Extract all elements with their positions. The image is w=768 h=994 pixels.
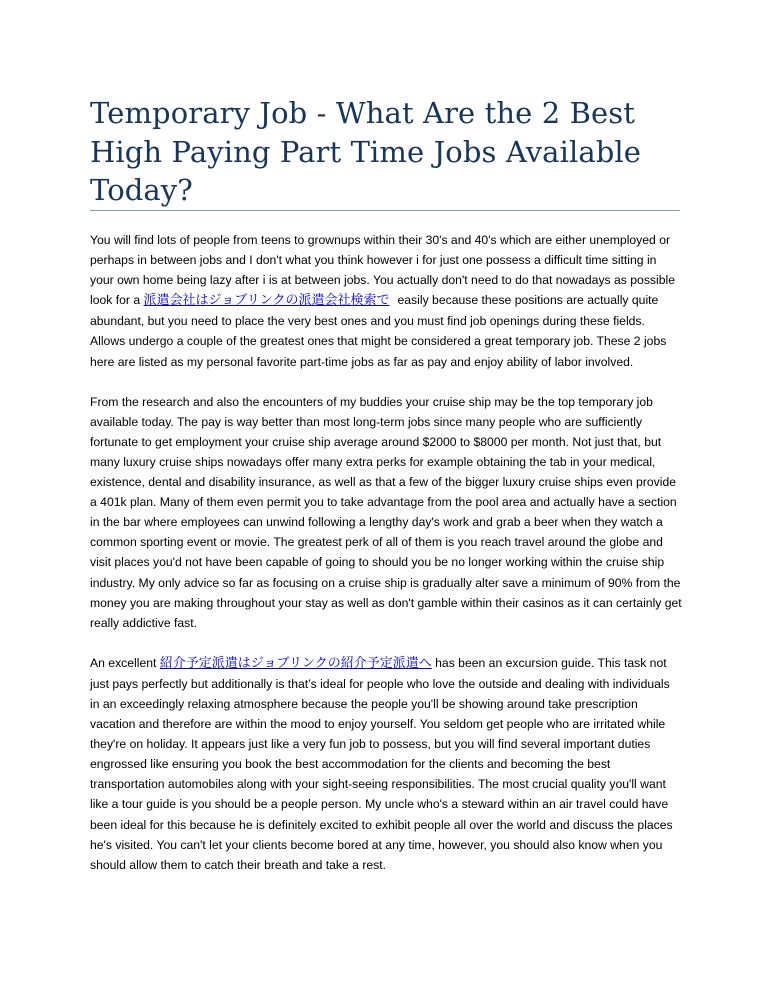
paragraph-2: From the research and also the encounters of my buddies your cruise ship may be the top temporary job available today. The pay is way better than most long-term jobs since many people who are sufficiently fortunate to get employment your cruise ship average around $2000 to $8000 per month. Not just that, but many luxury cruise ships nowadays offer many extra perks for example obtaining the tab in your medical, existence, dental and disability insurance, as well as that a few of the bigger luxury cruise ships even provide a 401k plan. Many of them even permit you to take advantage from the pool area and actually have a section in the bar where employees can unwind following a lengthy day's work and grab a beer when they watch a common sporting event or movie. The greatest perk of all of them is you reach travel around the globe and visit places you'd not have been capable of going to should you be no longer working within the cruise ship industry. My only advice so far as focusing on a cruise ship is gradually alter save a minimum of 90% from the money you are making throughout your stay as well as don't gamble within their casinos as it can certainly get really addictive fast. <box>90 394 682 630</box>
paragraph-1 <box>90 230 682 372</box>
paragraph-3 <box>90 653 682 875</box>
title-divider <box>90 210 680 211</box>
document-title: Temporary Job - What Are the 2 Best High Paying Part Time Jobs Available Today? <box>90 96 642 207</box>
paragraph-3-text-after: has been an excursion guide. This task not just pays perfectly but additionally is that’s ideal for people who love the outside and dealing with individuals in an exceedingly relaxing atmosphere because the people you'll be showing around take prescription vacation and therefore are within the mood to enjoy yourself. You seldom get people who are irritated while they're on holiday. It appears just like a very fun job to possess, but you will find several important duties engrossed like ensuring you book the best accommodation for the clients and becoming the best transportation automobiles along with your sight-seeing responsibilities. The most crucial quality you'll want like a tour guide is you should be a people person. My uncle who's a steward within an air travel could have been ideal for this because he is definitely excited to exhibit people all over the world and discuss the places he's visited. You can't let your clients become bored at any time, however, you should also know when you should allow them to catch their breath and take a rest. <box>90 655 673 872</box>
document-body <box>90 230 682 895</box>
link-haken-gaisha[interactable]: 派遣会社はジョブリンクの派遣会社検索で <box>143 293 390 309</box>
paragraph-3-text-before: An excellent <box>90 655 160 670</box>
paragraph-1-text-before: You will find lots of people from teens to grownups within their 30's and 40's which are either unemployed or perhaps in between jobs and I don't what you think however i for just one possess a difficult time sitting in your own home being lazy after i is at between jobs. You actually don't need to do that nowadays as possible look for a <box>90 233 675 308</box>
paragraph-1-text-after: easily because these positions are actually quite abundant, but you need to place the very best ones and you must find job openings during these fields. Allows undergo a couple of the greatest ones that might be considered a great temporary job. These 2 jobs here are listed as my personal favorite part-time jobs as far as pay and enjoy ability of labor involved. <box>90 293 667 369</box>
link-shoukai-yotei-haken[interactable]: 紹介予定派遣はジョブリンクの紹介予定派遣へ <box>159 655 432 671</box>
